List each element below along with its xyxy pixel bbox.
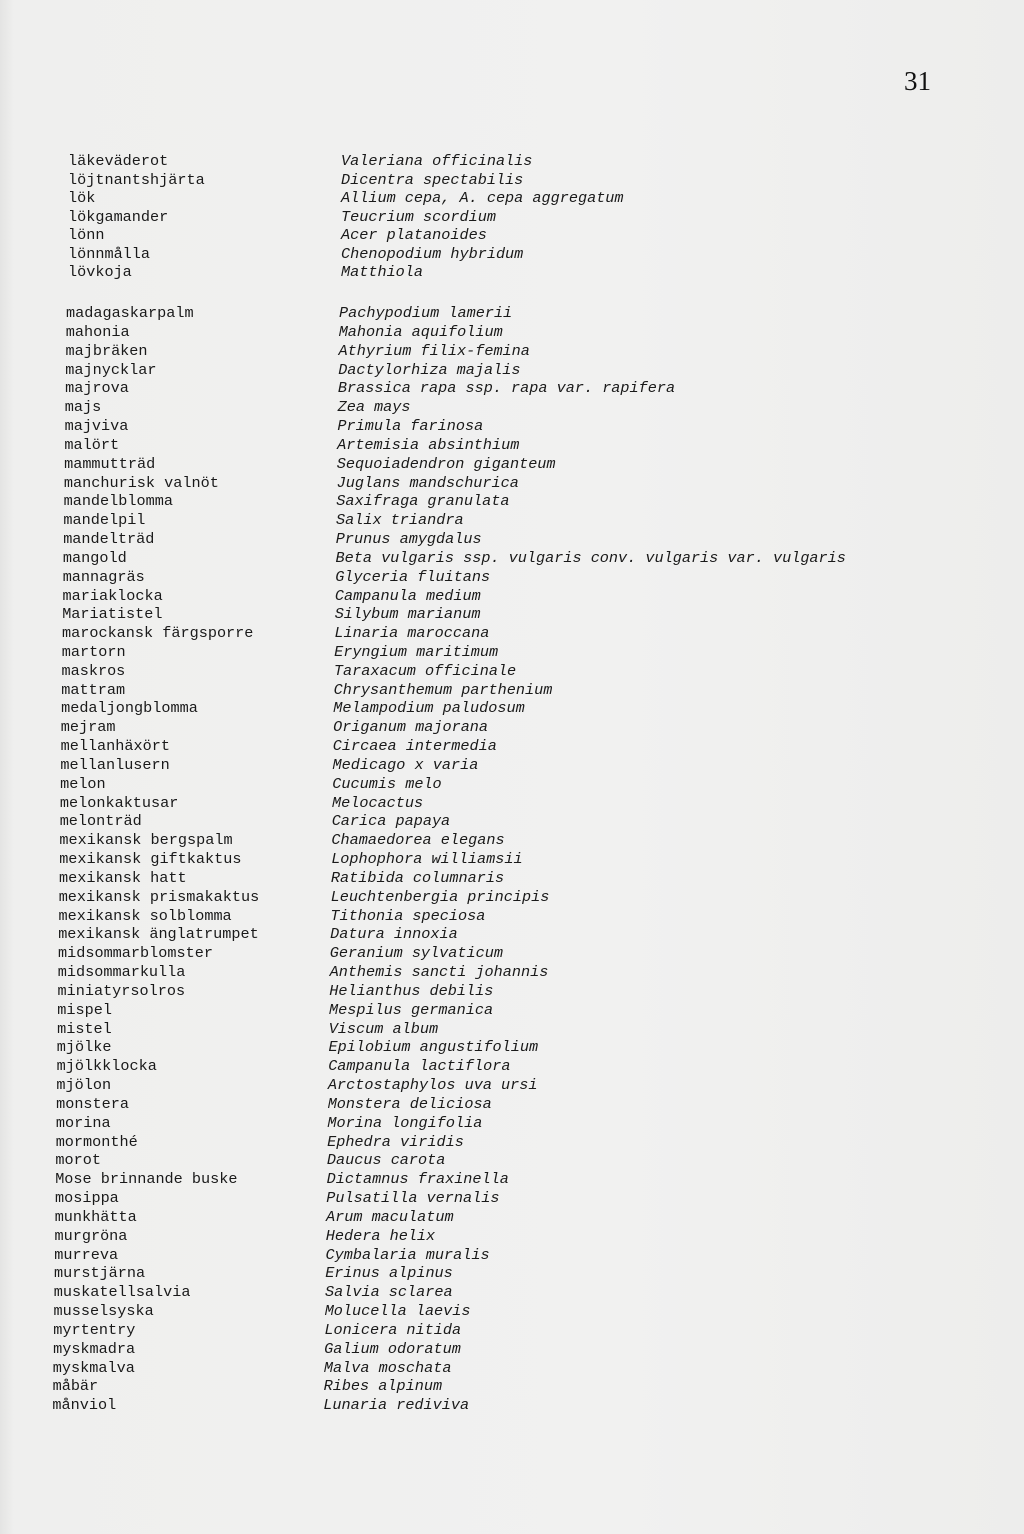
swedish-name: mellanhäxört xyxy=(60,737,170,756)
latin-name: Glyceria fluitans xyxy=(335,567,491,586)
swedish-name: medaljongblomma xyxy=(61,699,198,718)
latin-name: Morina longifolia xyxy=(327,1113,483,1132)
swedish-name: maskros xyxy=(61,661,126,680)
latin-name: Erinus alpinus xyxy=(325,1264,453,1283)
latin-name: Lonicera nitida xyxy=(324,1320,462,1339)
swedish-name: melonträd xyxy=(59,812,142,831)
latin-name: Hedera helix xyxy=(325,1226,436,1245)
latin-name: Acer platanoides xyxy=(341,226,487,245)
latin-name: Epilobium angustifolium xyxy=(328,1038,539,1057)
swedish-name: Mose brinnande buske xyxy=(55,1170,238,1189)
latin-name: Sequoiadendron giganteum xyxy=(336,454,556,473)
latin-name: Origanum majorana xyxy=(333,718,489,737)
swedish-name: lönn xyxy=(68,226,105,245)
latin-name: Molucella laevis xyxy=(324,1302,471,1320)
latin-name: Malva moschata xyxy=(323,1358,452,1377)
page-number: 31 xyxy=(904,66,931,96)
latin-name: Lunaria rediviva xyxy=(323,1396,470,1415)
swedish-name: midsommarblomster xyxy=(58,944,213,963)
latin-name: Ribes alpinum xyxy=(323,1377,443,1396)
latin-name: Chrysanthemum parthenium xyxy=(333,680,553,699)
swedish-name: majrova xyxy=(65,379,129,398)
swedish-name: mangold xyxy=(62,548,127,567)
latin-name: Arum maculatum xyxy=(326,1207,454,1226)
swedish-name: melon xyxy=(60,774,106,793)
swedish-name: mexikansk solblomma xyxy=(58,906,232,925)
swedish-name: mispel xyxy=(57,1000,112,1019)
latin-name: Helianthus debilis xyxy=(329,981,494,1000)
swedish-name: mammutträd xyxy=(64,454,156,473)
swedish-name: majviva xyxy=(64,417,129,435)
swedish-name: mistel xyxy=(57,1019,112,1038)
swedish-name: mjölkklocka xyxy=(56,1057,157,1076)
latin-name: Anthemis sancti johannis xyxy=(329,963,549,981)
latin-name: Melocactus xyxy=(332,793,424,812)
latin-name: Salvia sclarea xyxy=(325,1283,453,1302)
latin-name: Brassica rapa ssp. rapa var. rapifera xyxy=(337,379,676,398)
latin-name: Primula farinosa xyxy=(337,417,484,435)
swedish-name: murgröna xyxy=(54,1226,128,1245)
swedish-name: morot xyxy=(55,1151,101,1170)
swedish-name: lökgamander xyxy=(68,207,169,226)
swedish-name: munkhätta xyxy=(54,1207,137,1226)
swedish-name: myskmalva xyxy=(52,1358,135,1377)
latin-name: Lophophora williamsii xyxy=(331,850,523,869)
swedish-name: mosippa xyxy=(55,1189,119,1207)
latin-name: Geranium sylvaticum xyxy=(329,944,503,963)
swedish-name: mjölon xyxy=(56,1076,112,1094)
swedish-name: mariaklocka xyxy=(62,586,163,605)
latin-name: Saxifraga granulata xyxy=(336,492,510,511)
swedish-name: mandelpil xyxy=(63,511,146,530)
latin-name: Beta vulgaris ssp. vulgaris conv. vulgaris var. vulgaris xyxy=(335,548,846,567)
swedish-name: musselsyska xyxy=(53,1302,154,1320)
swedish-name: mellanlusern xyxy=(60,755,170,774)
swedish-name: månviol xyxy=(52,1396,117,1415)
swedish-name: mahonia xyxy=(65,322,130,341)
latin-name: Viscum album xyxy=(328,1019,439,1038)
latin-name: Datura innoxia xyxy=(330,925,458,944)
latin-name: Circaea intermedia xyxy=(332,737,497,756)
latin-name: Tithonia speciosa xyxy=(330,906,486,925)
swedish-name: muskatellsalvia xyxy=(53,1283,191,1302)
latin-name: Teucrium scordium xyxy=(341,207,496,226)
swedish-name: majbräken xyxy=(65,341,148,360)
latin-name: Chamaedorea elegans xyxy=(331,831,505,850)
latin-name: Pachypodium lamerii xyxy=(339,304,513,322)
swedish-name: majnycklar xyxy=(65,360,157,379)
swedish-name: lök xyxy=(68,189,96,208)
latin-name: Mahonia aquifolium xyxy=(338,322,503,341)
swedish-name: mandelträd xyxy=(63,530,155,548)
latin-name: Dactylorhiza majalis xyxy=(338,360,521,379)
swedish-name: malört xyxy=(64,435,120,454)
swedish-name: myrtentry xyxy=(53,1320,136,1339)
latin-name: Eryngium maritimum xyxy=(334,642,499,661)
latin-name: Artemisia absinthium xyxy=(337,435,520,454)
swedish-name: monstera xyxy=(56,1094,130,1113)
latin-name: Campanula medium xyxy=(334,586,481,605)
latin-name: Ephedra viridis xyxy=(327,1132,464,1151)
swedish-name: morina xyxy=(55,1113,111,1132)
swedish-name: mattram xyxy=(61,680,126,699)
latin-name: Galium odoratum xyxy=(324,1339,461,1358)
swedish-name: mejram xyxy=(60,718,116,737)
swedish-name: måbär xyxy=(52,1377,99,1396)
latin-name: Ratibida columnaris xyxy=(330,868,505,887)
latin-name: Cucumis melo xyxy=(332,774,442,793)
swedish-name: manchurisk valnöt xyxy=(63,473,219,492)
latin-name: Chenopodium hybridum xyxy=(341,244,524,263)
latin-name: Carica papaya xyxy=(331,812,451,831)
latin-name: Matthiola xyxy=(341,263,424,282)
latin-name: Monstera deliciosa xyxy=(327,1094,492,1113)
swedish-name: mexikansk giftkaktus xyxy=(59,850,242,869)
latin-name: Linaria maroccana xyxy=(334,624,490,643)
latin-name: Salix triandra xyxy=(336,511,464,530)
latin-name: Melampodium paludosum xyxy=(333,699,525,718)
swedish-name: mormonthé xyxy=(55,1132,138,1151)
latin-name: Juglans mandschurica xyxy=(336,473,519,492)
swedish-name: mexikansk hatt xyxy=(59,868,187,887)
swedish-name: majs xyxy=(64,398,102,417)
swedish-name: mannagräs xyxy=(62,567,145,586)
swedish-name: mexikansk bergspalm xyxy=(59,831,233,850)
swedish-name: madagaskarpalm xyxy=(66,304,194,322)
swedish-name: miniatyrsolros xyxy=(57,981,186,1000)
swedish-name: midsommarkulla xyxy=(57,963,186,981)
swedish-name: mandelblomma xyxy=(63,492,173,511)
latin-name: Arctostaphylos uva ursi xyxy=(327,1076,538,1094)
latin-name: Silybum marianum xyxy=(334,605,481,624)
latin-name: Leuchtenbergia principis xyxy=(330,887,550,906)
swedish-name: löjtnantshjärta xyxy=(68,170,205,189)
latin-name: Medicago x varia xyxy=(332,755,479,774)
swedish-name: Mariatistel xyxy=(62,605,163,624)
latin-name: Dicentra spectabilis xyxy=(341,170,524,189)
swedish-name: murreva xyxy=(54,1245,119,1264)
swedish-name: martorn xyxy=(61,642,126,661)
swedish-name: lönnmålla xyxy=(68,244,151,263)
swedish-name: myskmadra xyxy=(53,1339,136,1358)
latin-name: Pulsatilla vernalis xyxy=(326,1189,500,1207)
latin-name: Daucus carota xyxy=(326,1151,446,1170)
latin-name: Athyrium filix-femina xyxy=(338,341,530,360)
swedish-name: murstjärna xyxy=(54,1264,146,1283)
swedish-name: mexikansk prismakaktus xyxy=(58,887,260,906)
latin-name: Valeriana officinalis xyxy=(341,152,533,170)
latin-name: Dictamnus fraxinella xyxy=(326,1170,509,1189)
latin-name: Allium cepa, A. cepa aggregatum xyxy=(341,189,624,208)
swedish-name: mexikansk änglatrumpet xyxy=(58,925,259,944)
latin-name: Mespilus germanica xyxy=(329,1000,494,1019)
swedish-name: marockansk färgsporre xyxy=(62,624,254,643)
latin-name: Campanula lactiflora xyxy=(328,1057,511,1076)
latin-name: Prunus amygdalus xyxy=(335,530,482,548)
latin-name: Taraxacum officinale xyxy=(333,661,517,680)
swedish-name: melonkaktusar xyxy=(59,793,179,812)
swedish-name: lövkoja xyxy=(68,263,132,282)
swedish-name: läkeväderot xyxy=(68,152,169,170)
swedish-name: mjölke xyxy=(56,1038,112,1057)
latin-name: Cymbalaria muralis xyxy=(325,1245,490,1264)
latin-name: Zea mays xyxy=(337,398,411,417)
